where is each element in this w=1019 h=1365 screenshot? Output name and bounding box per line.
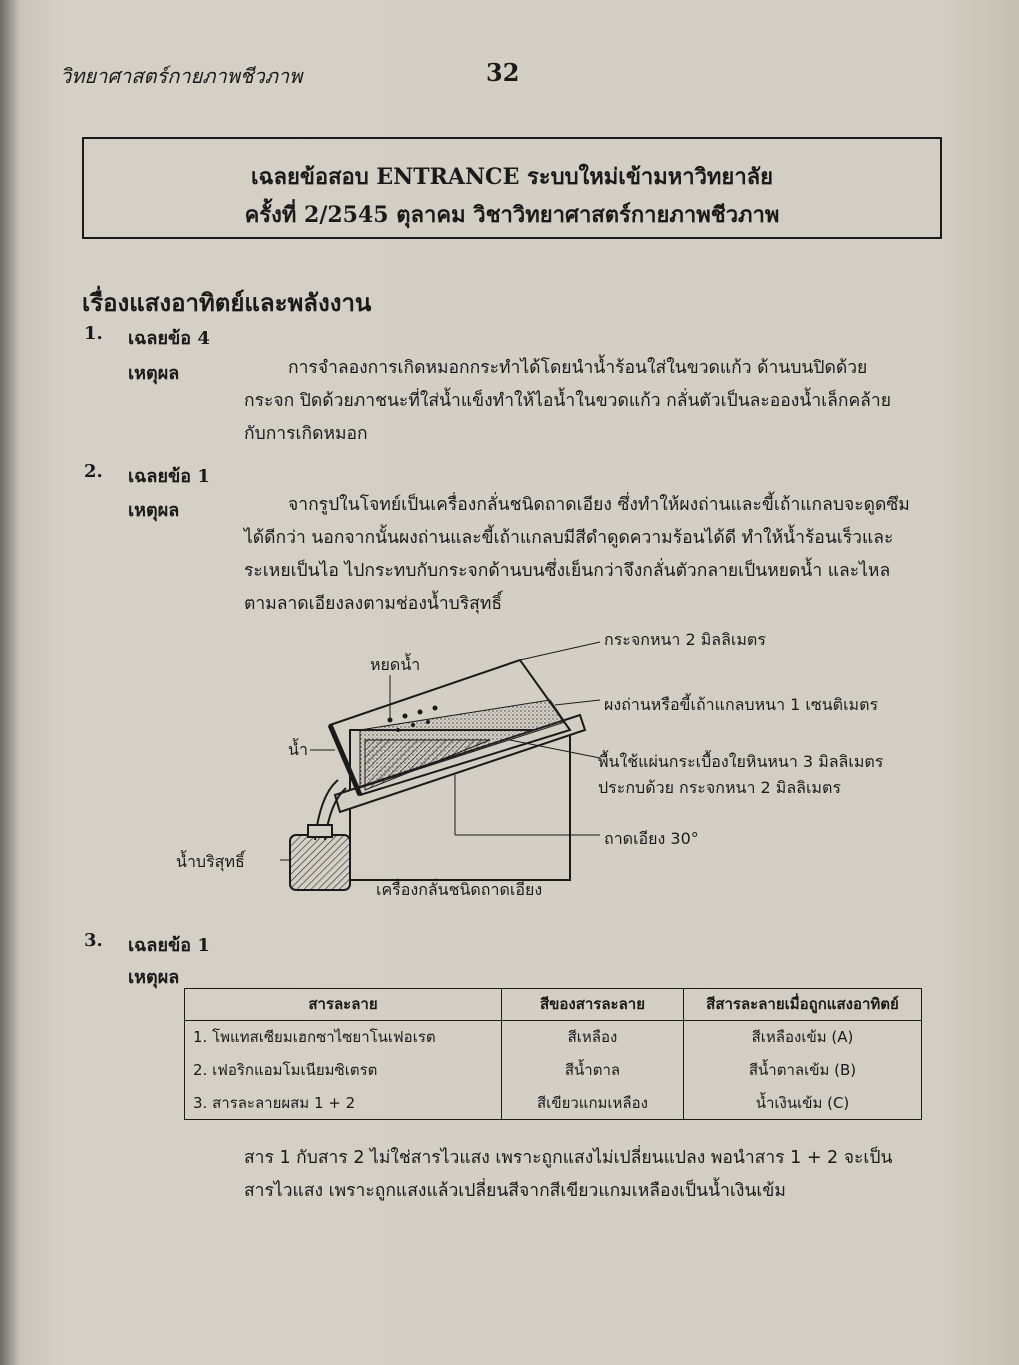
table-cell: สีเหลือง	[502, 1020, 684, 1053]
title-line-2: ครั้งที่ 2/2545 ตุลาคม วิชาวิทยาศาสตร์กายภาพชีวภาพ	[244, 202, 780, 228]
label-drop: หยดน้ำ	[370, 655, 421, 674]
table-header: สารละลาย	[185, 989, 502, 1021]
reason-text	[244, 352, 944, 451]
table-cell: น้ำเงินเข้ม (C)	[684, 1086, 922, 1119]
title-line-1: เฉลยข้อสอบ ENTRANCE ระบบใหม่เข้ามหาวิทยาลัย	[250, 164, 774, 190]
label-water: น้ำ	[288, 740, 308, 759]
reason-label: เหตุผล	[128, 967, 180, 988]
reason-line: ระเหยเป็นไอ ไปกระทบกับกระจกด้านบนซึ่งเย็นกว่าจึงกลั่นตัวกลายเป็นหยดน้ำ และไหล	[244, 561, 891, 581]
answer-label: เฉลยข้อ 1	[128, 466, 210, 487]
still-diagram	[280, 630, 610, 900]
conclusion-line: สาร 1 กับสาร 2 ไม่ใช่สารไวแสง เพราะถูกแสงไม่เปลี่ยนแปลง พอนำสาร 1 + 2 จะเป็น	[244, 1148, 893, 1168]
table-cell: สีน้ำตาลเข้ม (B)	[684, 1053, 922, 1086]
table-header: สีของสารละลาย	[502, 989, 684, 1021]
answer-label: เฉลยข้อ 4	[128, 328, 210, 349]
reason-line: ได้ดีกว่า นอกจากนั้นผงถ่านและขี้เถ้าแกลบมีสีดำดูดความร้อนได้ดี ทำให้น้ำร้อนเร็วและ	[244, 528, 894, 548]
table-header: สีสารละลายเมื่อถูกแสงอาทิตย์	[684, 989, 922, 1021]
reason-line: จากรูปในโจทย์เป็นเครื่องกลั่นชนิดถาดเอียง ซึ่งทำให้ผงถ่านและขี้เถ้าแกลบจะดูดซึม	[288, 495, 910, 515]
item-number: 2.	[84, 461, 103, 482]
label-floor-1: พื้นใช้แผ่นกระเบื้องใยหินหนา 3 มิลลิเมตร	[598, 752, 884, 771]
item-number: 3.	[84, 930, 103, 951]
table-header-row	[185, 989, 922, 1021]
table-cell: 3. สารละลายผสม 1 + 2	[185, 1086, 502, 1119]
collection-bottle	[290, 835, 350, 890]
table-cell: 1. โพแทสเซียมเฮกซาไซยาโนเฟอเรต	[185, 1020, 502, 1053]
table-row	[185, 1020, 922, 1053]
reason-line: การจำลองการเกิดหมอกกระทำได้โดยนำน้ำร้อนใส่ในขวดแก้ว ด้านบนปิดด้วย	[288, 358, 868, 378]
title-box	[82, 137, 942, 239]
reason-line: กับการเกิดหมอก	[244, 424, 368, 444]
item-number: 1.	[84, 323, 103, 344]
table-cell: สีเหลืองเข้ม (A)	[684, 1020, 922, 1053]
conclusion-text	[244, 1142, 954, 1208]
diagram-caption: เครื่องกลั่นชนิดถาดเอียง	[376, 880, 543, 899]
conclusion-line: สารไวแสง เพราะถูกแสงแล้วเปลี่ยนสีจากสีเขียวแกมเหลืองเป็นน้ำเงินเข้ม	[244, 1181, 786, 1201]
reason-line: ตามลาดเอียงลงตามช่องน้ำบริสุทธิ์	[244, 594, 503, 614]
table-cell: 2. เฟอริกแอมโมเนียมซิเตรต	[185, 1053, 502, 1086]
reason-line: กระจก ปิดด้วยภาชนะที่ใส่น้ำแข็งทำให้ไอน้ำในขวดแก้ว กลั่นตัวเป็นละอองน้ำเล็กคล้าย	[244, 391, 891, 411]
label-floor-2: ประกบด้วย กระจกหนา 2 มิลลิเมตร	[598, 778, 841, 797]
label-tray: ถาดเอียง 30°	[604, 829, 699, 848]
label-glass: กระจกหนา 2 มิลลิเมตร	[604, 630, 766, 649]
answer-label: เฉลยข้อ 1	[128, 935, 210, 956]
label-charcoal: ผงถ่านหรือขี้เถ้าแกลบหนา 1 เซนติเมตร	[604, 695, 879, 714]
label-pure-water: น้ำบริสุทธิ์	[176, 852, 245, 871]
running-header: วิทยาศาสตร์กายภาพชีวภาพ	[60, 64, 303, 88]
reason-text	[244, 489, 944, 621]
solution-table	[184, 988, 922, 1120]
reason-label: เหตุผล	[128, 363, 180, 384]
table-cell: สีน้ำตาล	[502, 1053, 684, 1086]
table-row	[185, 1086, 922, 1119]
reason-label: เหตุผล	[128, 500, 180, 521]
section-title: เรื่องแสงอาทิตย์และพลังงาน	[82, 288, 372, 317]
table-cell: สีเขียวแกมเหลือง	[502, 1086, 684, 1119]
page-number: 32	[486, 58, 520, 87]
table-row	[185, 1053, 922, 1086]
